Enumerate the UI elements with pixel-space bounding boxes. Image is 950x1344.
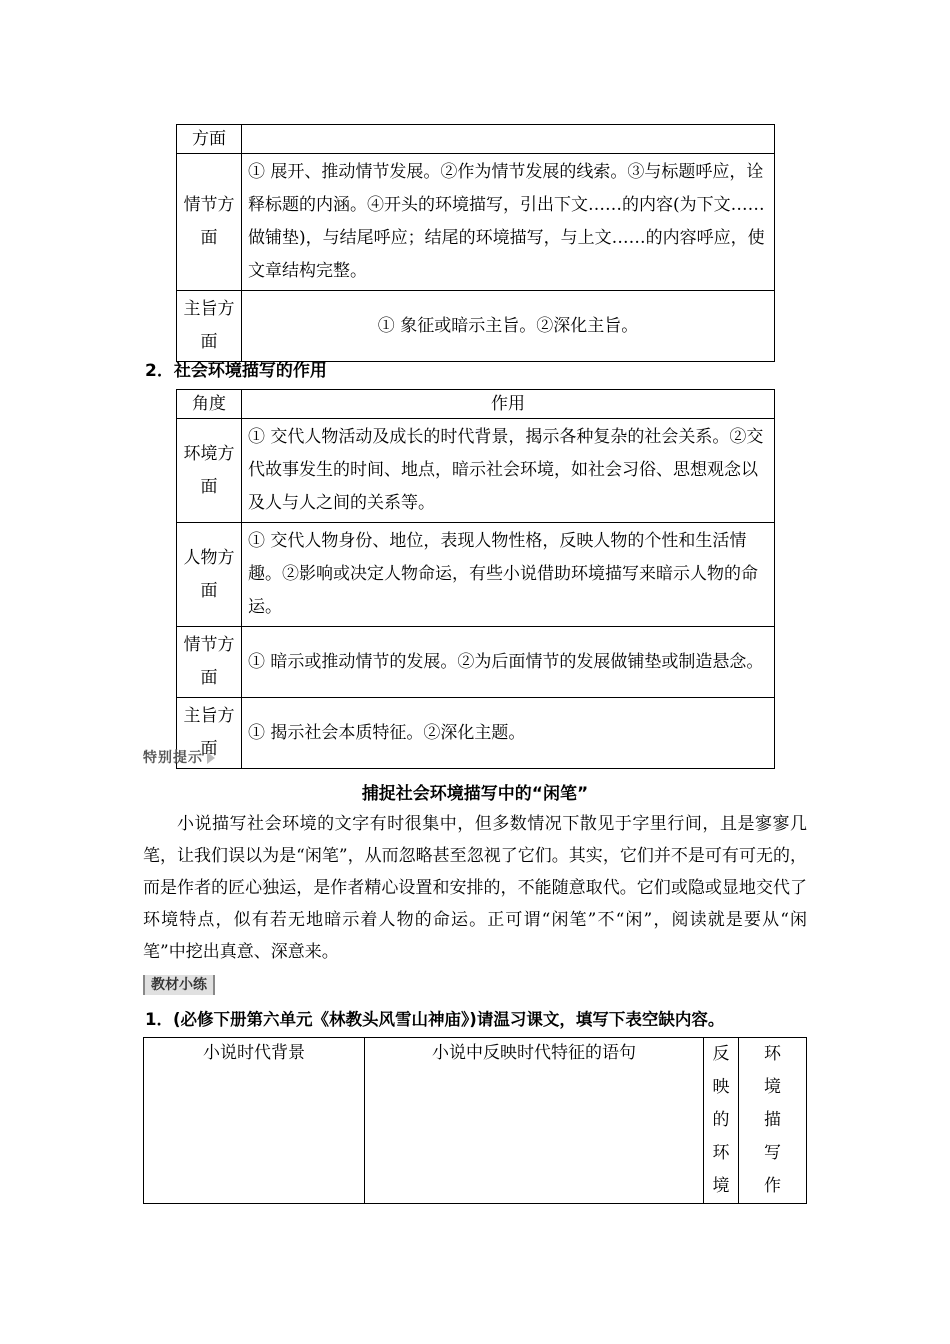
table-header-row (177, 390, 775, 419)
table-row (177, 523, 775, 627)
header-description (739, 1038, 807, 1204)
row-content: ① 交代人物身份、地位，表现人物性格，反映人物的个性和生活情趣。②影响或决定人物命运，有些小说借助环境描写来暗示人物的命运。 (242, 523, 775, 627)
tip-paragraph: 小说描写社会环境的文字有时很集中，但多数情况下散见于字里行间，且是寥寥几笔，让我们误以为是“闲笔”，从而忽略甚至忽视了它们。其实，它们并不是可有可无的，而是作者的匠心独运，是作者精心设置和安排的，不能随意取代。它们或隐或显地交代了环境特点，似有若无地暗示着人物的命运。正可谓“闲笔”不“闲”，阅读就是要从“闲笔”中挖出真意、深意来。 (143, 814, 807, 962)
row-content: ① 展开、推动情节发展。②作为情节发展的线索。③与标题呼应，诠释标题的内涵。④开头的环境描写，引出下文……的内容(为下文……做铺垫)，与结尾呼应；结尾的环境描写，与上文……的内容呼应，使文章结构完整。 (242, 154, 775, 291)
table-row (177, 627, 775, 698)
practice-badge-label: 教材小练 (143, 975, 215, 995)
tip-badge-label: 特别提示 (143, 750, 203, 766)
row-content: ① 揭示社会本质特征。②深化主题。 (242, 698, 775, 769)
row-label: 人物方面 (177, 523, 242, 627)
table-row (177, 698, 775, 769)
header-description-text: 环境描写作 (764, 1044, 781, 1196)
triangle-right-icon (207, 752, 215, 764)
header-sentences: 小说中反映时代特征的语句 (365, 1038, 704, 1204)
row-label: 主旨方面 (177, 291, 242, 362)
row-content: ① 交代人物活动及成长的时代背景，揭示各种复杂的社会关系。②交代故事发生的时间、地点，暗示社会环境，如社会习俗、思想观念以及人与人之间的关系等。 (242, 419, 775, 523)
table-row (177, 419, 775, 523)
section-title: 2．社会环境描写的作用 (145, 361, 327, 381)
table-environment-role (176, 124, 775, 362)
header-angle: 角度 (177, 390, 242, 419)
table-social-environment (176, 389, 775, 769)
row-label: 环境方面 (177, 419, 242, 523)
row-label: 情节方面 (177, 154, 242, 291)
header-environment-text: 反映的环境 (712, 1044, 730, 1196)
header-environment (704, 1038, 739, 1204)
practice-question: 1．(必修下册第六单元《林教头风雪山神庙》)请温习课文，填写下表空缺内容。 (145, 1010, 725, 1029)
table-header-row (144, 1038, 807, 1204)
table-row (177, 125, 775, 154)
tip-title: 捕捉社会环境描写中的“闲笔” (361, 784, 589, 804)
row-label: 主旨方面 (177, 698, 242, 769)
header-background: 小说时代背景 (144, 1038, 365, 1204)
table-row (177, 291, 775, 362)
row-content: ① 象征或暗示主旨。②深化主旨。 (242, 291, 775, 362)
row-label: 方面 (177, 125, 242, 154)
row-content: ① 暗示或推动情节的发展。②为后面情节的发展做铺垫或制造悬念。 (242, 627, 775, 698)
practice-badge (143, 974, 215, 994)
table-row (177, 154, 775, 291)
header-function: 作用 (242, 390, 775, 419)
row-content (242, 125, 775, 154)
tip-badge (143, 747, 215, 767)
table-practice (143, 1037, 807, 1204)
row-label: 情节方面 (177, 627, 242, 698)
